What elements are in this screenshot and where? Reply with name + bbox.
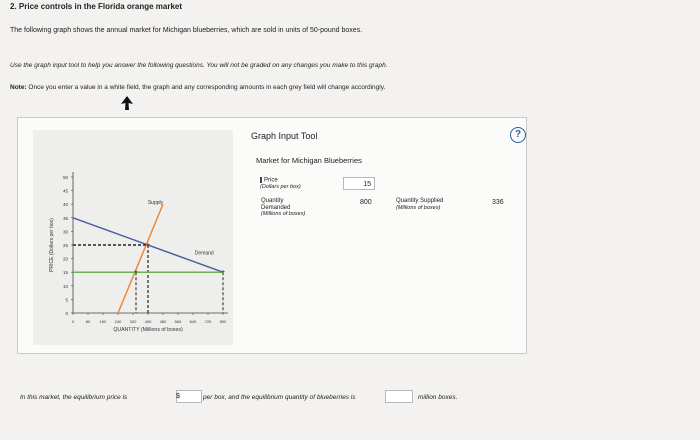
x-tick-label: 80 xyxy=(85,319,91,324)
qs-label-sub: (Millions of boxes) xyxy=(396,204,441,211)
equilibrium-marker: + xyxy=(145,242,151,249)
x-tick-label: 160 xyxy=(99,319,107,324)
y-tick-label: 5 xyxy=(65,297,68,303)
quantity-supplied-label xyxy=(396,198,443,211)
price-input[interactable]: 15 xyxy=(343,177,375,190)
y-tick-label: 45 xyxy=(62,188,68,194)
qd-label-sub: (Millions of boxes) xyxy=(261,211,306,217)
quantity-demanded-label xyxy=(261,198,305,218)
x-tick-label: 640 xyxy=(189,319,197,324)
y-tick-label: 15 xyxy=(62,270,68,276)
graph-area xyxy=(33,130,233,345)
x-tick-label: 240 xyxy=(114,319,122,324)
x-tick-label: 800 xyxy=(219,319,227,324)
supply-label: Supply xyxy=(147,200,164,207)
y-axis-label: PRICE (Dollars per box) xyxy=(49,218,55,272)
x-tick-label: 400 xyxy=(144,319,152,324)
price-label-sub: (Dollars per box) xyxy=(260,184,301,191)
quantity-demanded-marker: + xyxy=(220,269,226,277)
help-icon[interactable]: ? xyxy=(510,127,526,143)
million-boxes-text: million boxes. xyxy=(418,394,458,401)
quantity-supplied-value: 336 xyxy=(492,199,504,206)
equilibrium-quantity-question: per box, and the equilibrium quantity of blueberries is xyxy=(203,394,356,401)
x-tick-label: 0 xyxy=(71,319,75,324)
graph-input-tool-title: Graph Input Tool xyxy=(251,131,318,141)
price-field-label xyxy=(260,177,301,191)
demand-label: Demand xyxy=(194,250,214,257)
qs-label-text: Quantity Supplied xyxy=(396,198,444,204)
x-tick-label: 720 xyxy=(204,319,212,324)
qd-label-line1: Quantity xyxy=(261,198,284,204)
dollar-sign: $ xyxy=(176,393,180,400)
question-heading: 2. Price controls in the Florida orange market xyxy=(10,2,183,11)
equilibrium-price-question: In this market, the equilibrium price is xyxy=(20,394,128,401)
qd-label-line2: Demanded xyxy=(261,204,291,211)
price-label-text: Price xyxy=(264,177,278,184)
y-tick-label: 30 xyxy=(62,229,68,235)
y-tick-label: 35 xyxy=(62,215,68,221)
price-marker-icon xyxy=(260,177,262,183)
y-tick-label: 25 xyxy=(62,243,68,248)
intro-text: The following graph shows the annual market for Michigan blueberries, which are sold in units of 50-pound boxes. xyxy=(10,27,363,34)
quantity-demanded-value: 800 xyxy=(360,199,372,206)
x-axis-label: QUANTITY (Millions of boxes) xyxy=(113,327,183,333)
cursor-arrow-icon xyxy=(121,96,133,110)
y-tick-label: 20 xyxy=(62,256,68,262)
quantity-supplied-marker: + xyxy=(133,269,139,277)
note-bold: Note: xyxy=(10,84,27,91)
y-tick-label: 0 xyxy=(65,311,68,316)
y-tick-label: 10 xyxy=(62,283,68,289)
x-tick-label: 480 xyxy=(159,319,167,324)
x-tick-label: 320 xyxy=(129,319,137,324)
instruction-text: Use the graph input tool to help you answer the following questions. You will not be graded on any changes you make to this graph. xyxy=(10,62,388,69)
note-body: Once you enter a value in a white field, the graph and any corresponding amounts in each grey field will change accordingly. xyxy=(26,84,386,91)
note-text xyxy=(10,84,385,91)
supply-demand-chart[interactable] xyxy=(33,130,233,345)
supply-curve xyxy=(118,204,163,313)
graph-tool-panel xyxy=(17,117,527,354)
equilibrium-quantity-input[interactable] xyxy=(385,390,413,403)
x-tick-label: 560 xyxy=(174,319,182,324)
y-tick-label: 50 xyxy=(62,175,68,180)
y-tick-label: 40 xyxy=(62,202,68,208)
market-title: Market for Michigan Blueberries xyxy=(256,156,362,165)
